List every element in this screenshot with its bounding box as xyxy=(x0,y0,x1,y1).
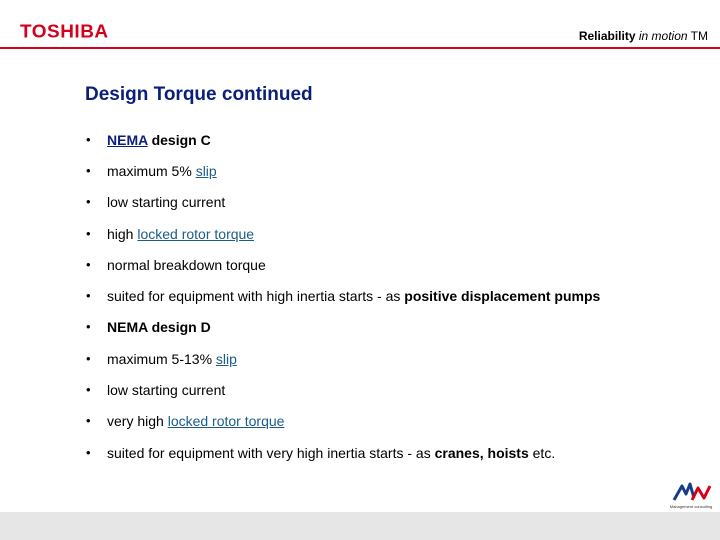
header-rule xyxy=(0,47,720,49)
bullet: • xyxy=(86,194,91,210)
locked-rotor-torque-link[interactable]: locked rotor torque xyxy=(167,413,285,430)
list-item xyxy=(86,312,706,343)
item-text: maximum 5% xyxy=(107,162,196,179)
item-text: maximum 5-13% xyxy=(107,350,216,367)
list-item xyxy=(86,280,706,311)
item-text: suited for equipment with very high inertia starts - as xyxy=(107,444,435,461)
bullet: • xyxy=(86,288,91,304)
bullet: • xyxy=(86,225,91,241)
list-item xyxy=(86,406,706,437)
item-strong: cranes, hoists xyxy=(434,444,529,461)
item-text: low starting current xyxy=(107,194,226,211)
bullet-list xyxy=(86,124,706,468)
consulting-logo xyxy=(668,480,714,510)
list-item xyxy=(86,343,706,374)
tagline xyxy=(579,29,708,43)
item-text: normal breakdown torque xyxy=(107,256,266,273)
item-text: low starting current xyxy=(107,382,226,399)
toshiba-logo: TOSHIBA xyxy=(20,22,109,43)
bullet: • xyxy=(86,350,91,366)
list-item xyxy=(86,437,706,468)
list-item xyxy=(86,124,706,155)
list-item xyxy=(86,249,706,280)
slip-link[interactable]: slip xyxy=(215,350,237,367)
item-text: design C xyxy=(147,131,211,148)
bullet: • xyxy=(86,444,91,460)
bullet: • xyxy=(86,131,91,147)
list-item xyxy=(86,374,706,405)
bullet: • xyxy=(86,162,91,178)
footer-bar xyxy=(0,512,720,540)
bullet: • xyxy=(86,256,91,272)
list-item xyxy=(86,218,706,249)
item-text: etc. xyxy=(528,444,556,461)
locked-rotor-torque-link[interactable]: locked rotor torque xyxy=(137,225,255,242)
tagline-tm: TM xyxy=(690,29,708,43)
item-text: very high xyxy=(107,413,168,430)
list-item xyxy=(86,187,706,218)
tagline-italic: in motion xyxy=(638,29,688,43)
consulting-logo-icon xyxy=(668,480,714,510)
bullet: • xyxy=(86,382,91,398)
bullet: • xyxy=(86,413,91,429)
item-text: high xyxy=(107,225,138,242)
list-item xyxy=(86,155,706,186)
item-text: suited for equipment with high inertia starts - as xyxy=(107,288,405,305)
bullet: • xyxy=(86,319,91,335)
slide-title: Design Torque continued xyxy=(85,84,313,105)
item-strong: positive displacement pumps xyxy=(404,288,601,305)
logo-caption: Management consulting xyxy=(669,504,713,509)
tagline-bold: Reliability xyxy=(578,29,636,43)
slip-link[interactable]: slip xyxy=(195,162,217,179)
nema-link[interactable]: NEMA xyxy=(107,131,148,148)
item-strong: NEMA design D xyxy=(107,319,211,336)
